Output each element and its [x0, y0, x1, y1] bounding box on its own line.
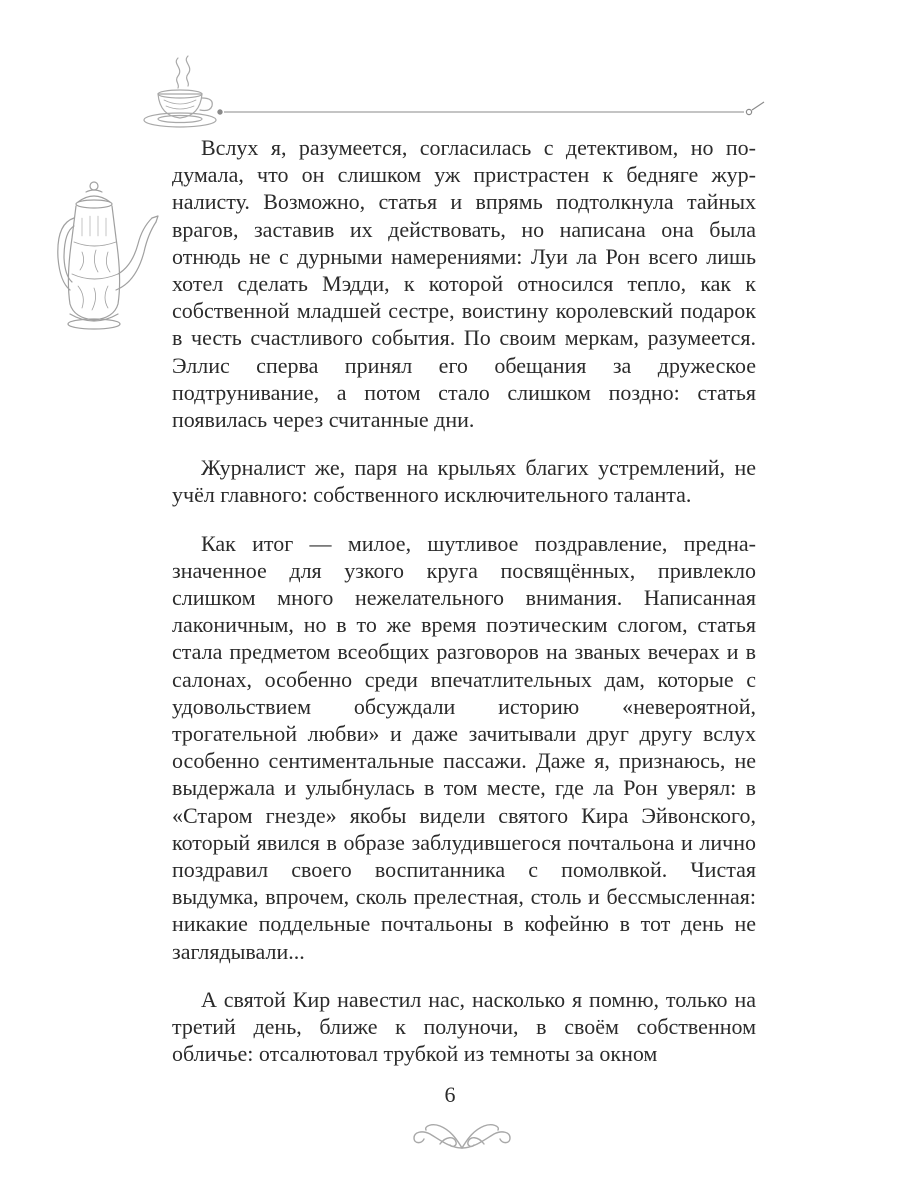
- paragraph: Вслух я, разумеется, согласилась с детективом, но подумала, что он слишком уж пристрастен к бедняге журналисту. Возможно, статья и впрямь подтолкнула тайных врагов, заставив их действовать, но написана она была отнюдь не с дурными намерениями: Луи ла Рон всего лишь хотел сделать Мэдди, к которой относился тепло, как к собственной младшей сестре, воистину королевский подарок в честь счастливого события. По своим меркам, разумеется. Эллис сперва принял его обещания за дружеское подтрунивание, а потом стало слишком поздно: статья появилась через считанные дни.: [172, 135, 756, 433]
- flourish-icon: [410, 1108, 515, 1156]
- coffeepot-icon: [52, 178, 162, 338]
- paragraph: Журналист же, паря на крыльях благих устремлений, не учёл главного: собственного исключительного таланта.: [172, 455, 756, 508]
- page-number: 6: [444, 1082, 456, 1107]
- text-column: [172, 134, 756, 1089]
- header-rule: [218, 102, 764, 115]
- header-ornament: [140, 50, 770, 135]
- paragraph: Как итог — милое, шутливое поздравление, предназначенное для узкого круга посвящённых, привлекло слишком много нежелательного внимания. Написанная лаконичным, но в то же время поэтическим слогом, статья стала предметом всеобщих разговоров на званых вечерах и в салонах, особенно среди впечатлительных дам, которые с удовольствием обсуждали историю «невероятной, трогательной любви» и даже зачитывали друг другу вслух особенно сентиментальные пассажи. Даже я, признаюсь, не выдержала и улыбнулась в том месте, где ла Рон уверял: в «Старом гнезде» якобы видели святого Кира Эйвонского, который явился в образе заблудившегося почтальона и лично поздравил своего воспитанника с помолвкой. Чистая выдумка, впрочем, сколь прелестная, столь и бессмысленная: никакие поддельные почтальоны в кофейню в тот день не заглядывали...: [172, 530, 756, 964]
- paragraph: А святой Кир навестил нас, насколько я помню, только на третий день, ближе к полуночи, в своём собственном обличье: отсалютовал трубкой из темноты за окном: [172, 986, 756, 1067]
- teacup-icon: [144, 56, 216, 127]
